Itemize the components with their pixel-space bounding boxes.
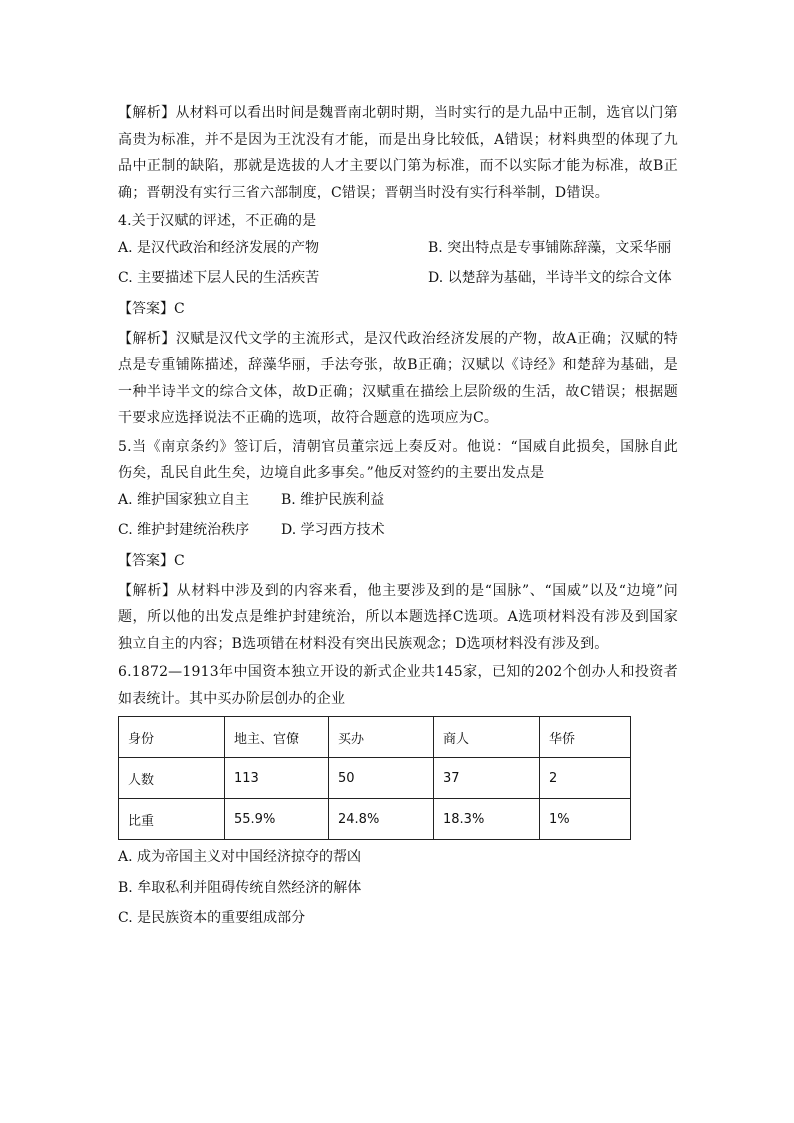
q4-option-d: D. 以楚辞为基础，半诗半文的综合文体 xyxy=(428,270,672,286)
q4-analysis: 【解析】汉赋是汉代文学的主流形式，是汉代政治经济发展的产物，故A正确；汉赋的特点是专重铺陈描述，辞藻华丽，手法夸张，故B正确；汉赋以《诗经》和楚辞为基础，是一种半诗半文的综合文体，故D正确；汉赋重在描绘上层阶级的生活，故C错误；根据题干要求应选择说法不正确的选项，故符合题意的选项应为C。 xyxy=(118,330,678,426)
q6-option-c: C. 是民族资本的重要组成部分 xyxy=(118,910,306,926)
q5-answer: 【答案】C xyxy=(118,552,185,569)
table-cell: 50 xyxy=(329,758,434,799)
q5-options-row-2 xyxy=(118,517,678,548)
q5-option-c: C. 维护封建统治秩序 xyxy=(118,522,250,538)
q6-table xyxy=(118,716,631,840)
table-cell: 地主、官僚 xyxy=(225,717,329,758)
q5-option-b: B. 维护民族利益 xyxy=(281,491,385,508)
q4-answer: 【答案】C xyxy=(118,300,185,317)
document-body xyxy=(118,100,678,936)
table-row xyxy=(119,799,631,840)
table-cell: 113 xyxy=(225,758,329,799)
table-cell: 比重 xyxy=(119,799,225,840)
q4-option-b: B. 突出特点是专事铺陈辞藻，文采华丽 xyxy=(428,239,672,256)
q4-options-row-1 xyxy=(118,235,678,266)
q3-analysis: 【解析】从材料可以看出时间是魏晋南北朝时期，当时实行的是九品中正制，选官以门第高贵为标准，并不是因为王沈没有才能，而是出身比较低，A错误；材料典型的体现了九品中正制的缺陷，那就是选拔的人才主要以门第为标准，而不以实际才能为标准，故B正确；晋朝没有实行三省六部制度，C错误；晋朝当时没有实行科举制，D错误。 xyxy=(118,105,678,201)
q5-stem: 5.当《南京条约》签订后，清朝官员董宗远上奏反对。他说：“国威自此损矣，国脉自此伤矣，乱民自此生矣，边境自此多事矣。”他反对签约的主要出发点是 xyxy=(118,438,678,481)
table-cell: 18.3% xyxy=(434,799,540,840)
q5-options-row-1 xyxy=(118,487,678,518)
table-row xyxy=(119,758,631,799)
q4-option-c: C. 主要描述下层人民的生活疾苦 xyxy=(118,270,320,286)
q5-analysis: 【解析】从材料中涉及到的内容来看，他主要涉及到的是“国脉”、“国威”以及“边境”问题，所以他的出发点是维护封建统治，所以本题选择C选项。A选项材料没有涉及到国家独立自主的内容；B选项错在材料没有突出民族观念；D选项材料没有涉及到。 xyxy=(118,582,678,652)
q6-option-a: A. 成为帝国主义对中国经济掠夺的帮凶 xyxy=(118,849,362,865)
q4-stem: 4.关于汉赋的评述，不正确的是 xyxy=(118,213,317,229)
q5-option-a: A. 维护国家独立自主 xyxy=(118,491,250,508)
table-cell: 华侨 xyxy=(540,717,631,758)
table-cell: 商人 xyxy=(434,717,540,758)
table-cell: 2 xyxy=(540,758,631,799)
q4-options-row-2 xyxy=(118,265,678,296)
table-cell: 人数 xyxy=(119,758,225,799)
table-cell: 24.8% xyxy=(329,799,434,840)
table-cell: 买办 xyxy=(329,717,434,758)
table-cell: 55.9% xyxy=(225,799,329,840)
q4-option-a: A. 是汉代政治和经济发展的产物 xyxy=(118,239,320,256)
q6-option-b: B. 牟取私利并阻碍传统自然经济的解体 xyxy=(118,879,362,896)
q5-option-d: D. 学习西方技术 xyxy=(281,522,385,538)
table-cell: 身份 xyxy=(119,717,225,758)
table-row xyxy=(119,717,631,758)
table-cell: 1% xyxy=(540,799,631,840)
q6-stem: 6.1872—1913年中国资本独立开设的新式企业共145家，已知的202个创办人和投资者如表统计。其中买办阶层创办的企业 xyxy=(118,664,678,707)
table-cell: 37 xyxy=(434,758,540,799)
